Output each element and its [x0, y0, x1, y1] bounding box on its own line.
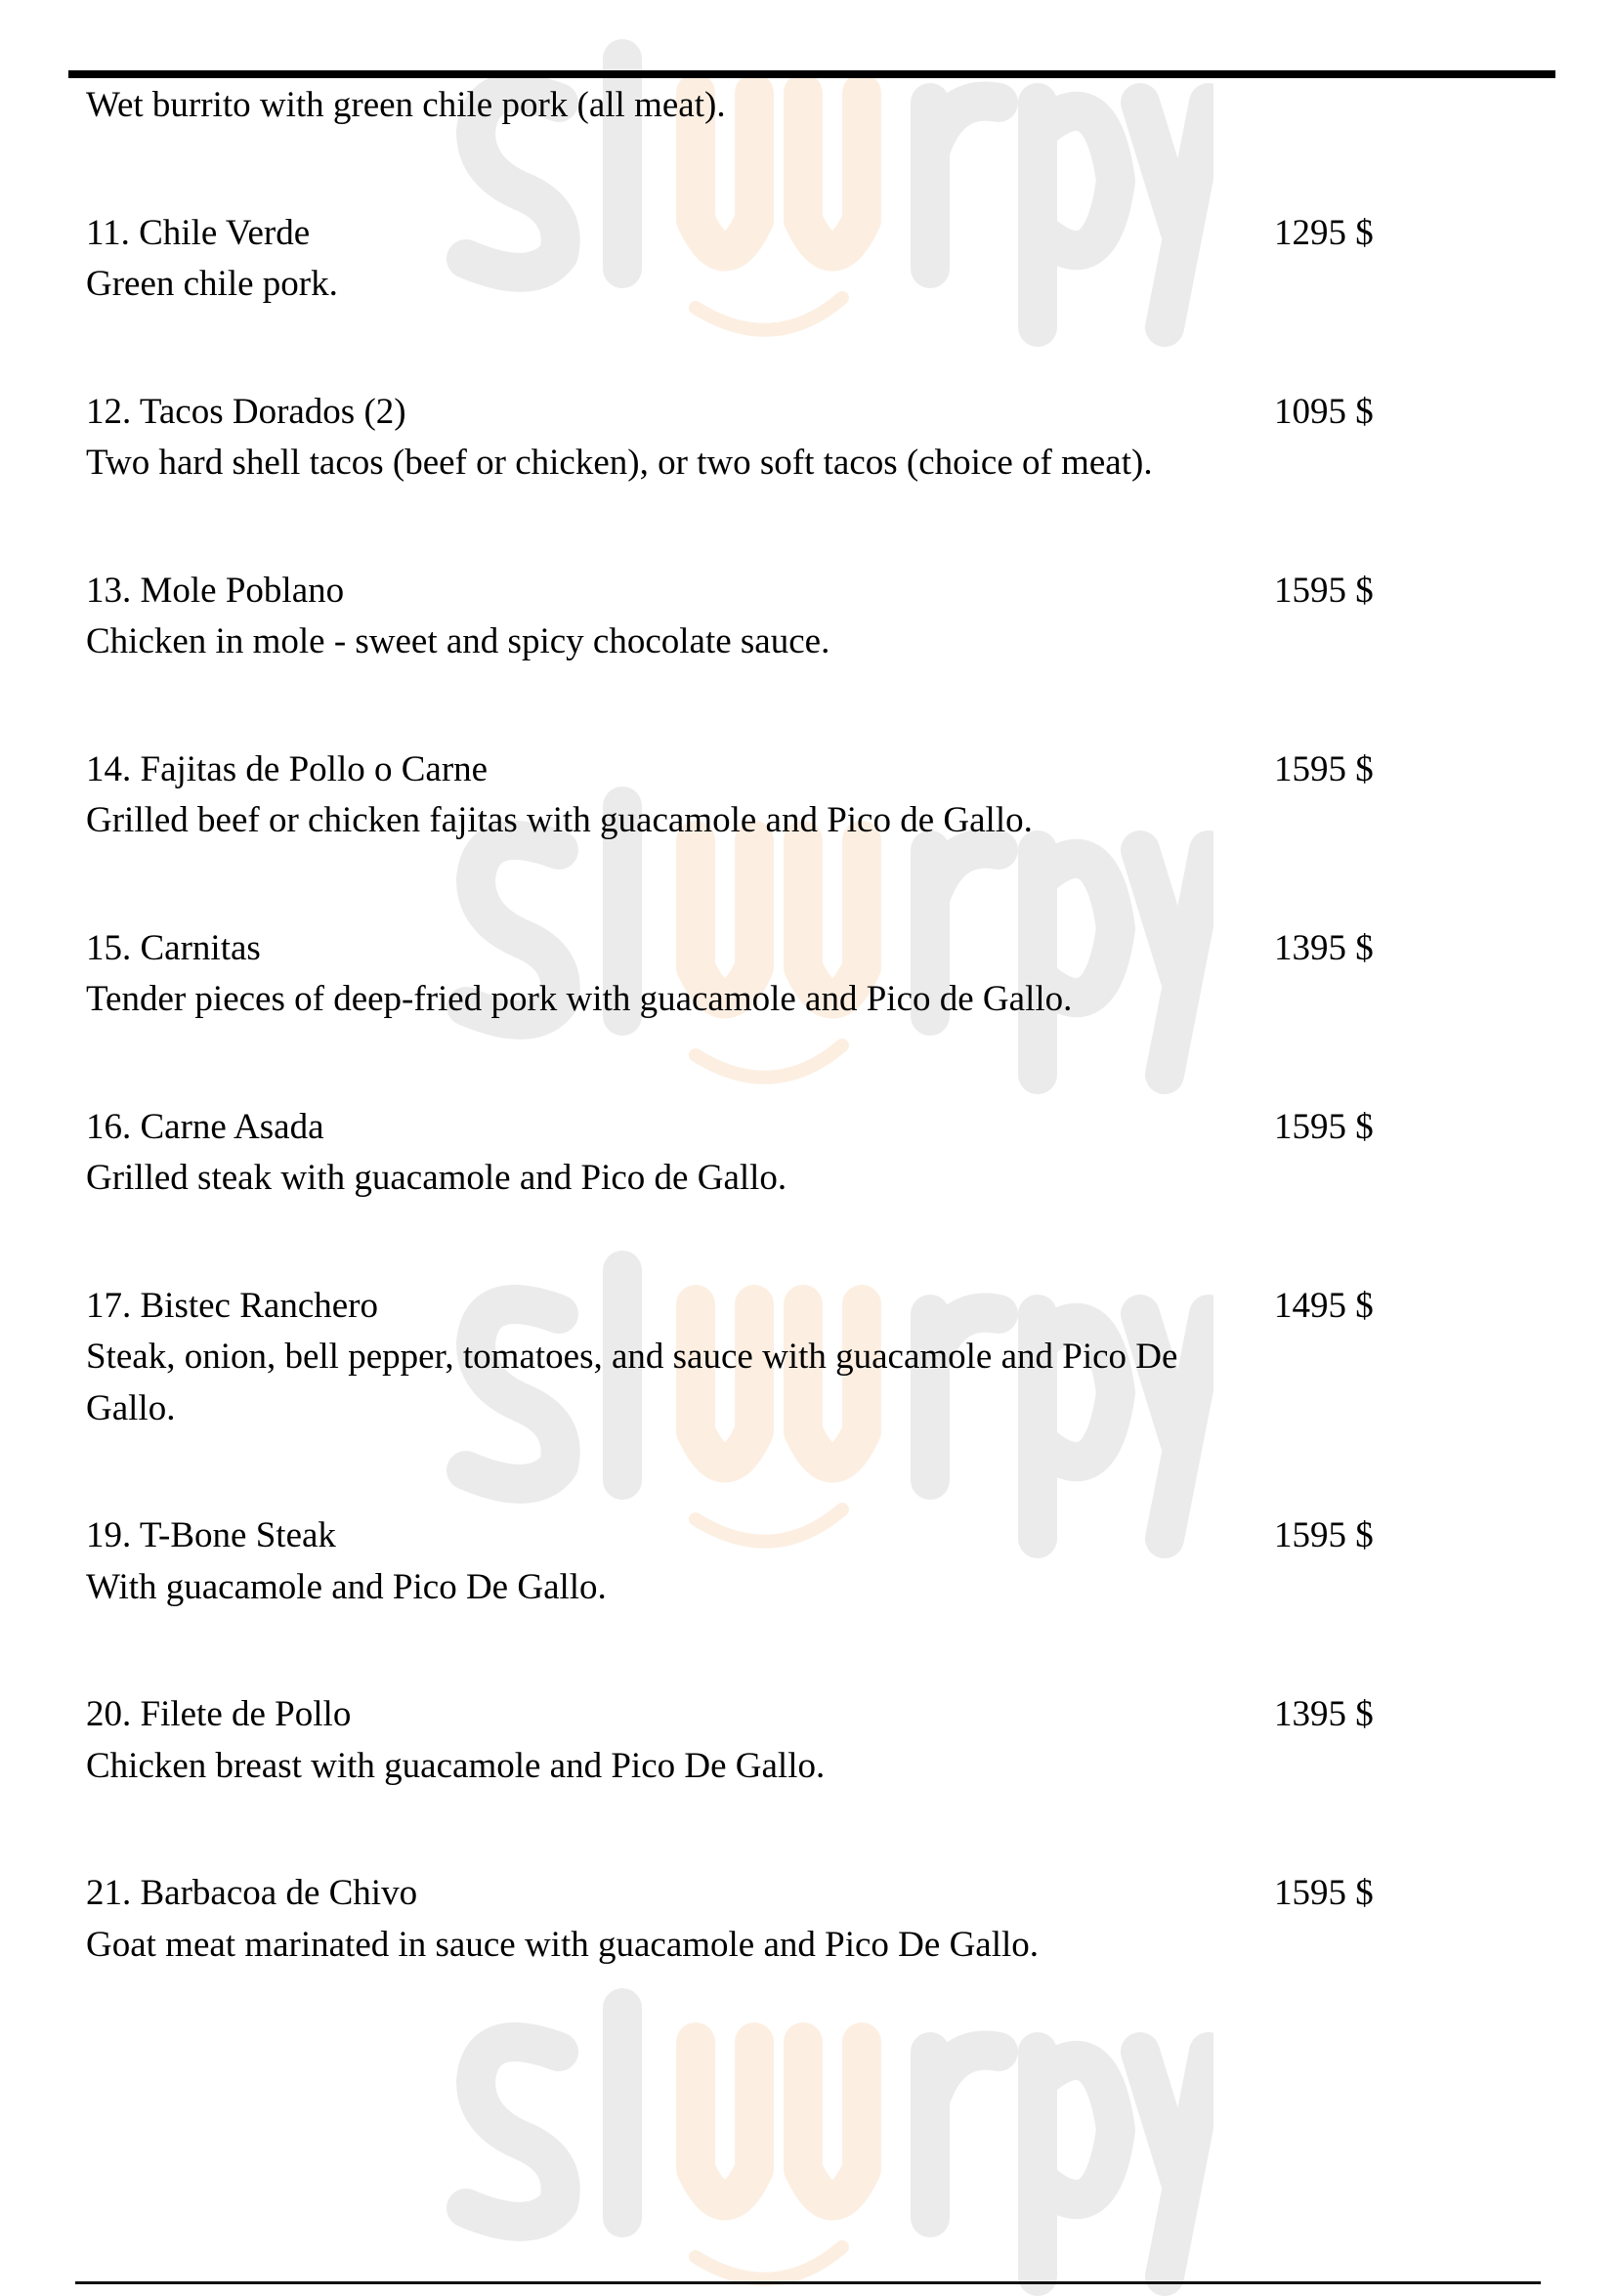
item-title: 15. Carnitas — [86, 927, 261, 968]
menu-item — [86, 1102, 1374, 1205]
menu-item — [86, 1689, 1374, 1792]
item-description: Two hard shell tacos (beef or chicken), or two soft tacos (choice of meat). — [86, 443, 1153, 483]
item-title: 21. Barbacoa de Chivo — [86, 1873, 418, 1913]
item-description: Steak, onion, bell pepper, tomatoes, and sauce with guacamole and Pico De Gallo. — [86, 1337, 1178, 1428]
menu-item-continuation — [86, 80, 1356, 132]
item-price: 1295 $ — [1274, 212, 1374, 253]
menu-item — [86, 1281, 1374, 1435]
menu-item — [86, 923, 1374, 1026]
item-title: 20. Filete de Pollo — [86, 1694, 352, 1734]
item-title: 17. Bistec Ranchero — [86, 1285, 378, 1326]
item-price: 1495 $ — [1274, 1285, 1374, 1326]
item-description: With guacamole and Pico De Gallo. — [86, 1566, 607, 1607]
item-price: 1095 $ — [1274, 391, 1374, 432]
item-description: Green chile pork. — [86, 264, 338, 304]
item-price: 1595 $ — [1274, 748, 1374, 789]
menu-item — [86, 566, 1374, 668]
item-description: Grilled steak with guacamole and Pico de Gallo. — [86, 1158, 787, 1198]
item-price: 1595 $ — [1274, 1873, 1374, 1913]
item-title: 16. Carne Asada — [86, 1106, 324, 1147]
menu-item — [86, 744, 1374, 847]
item-description: Chicken breast with guacamole and Pico De Gallo. — [86, 1745, 826, 1786]
item-price: 1395 $ — [1274, 927, 1374, 968]
item-title: 13. Mole Poblano — [86, 570, 345, 611]
item-price: 1595 $ — [1274, 570, 1374, 611]
menu-item — [86, 387, 1374, 489]
bottom-divider — [75, 2281, 1541, 2284]
item-title: 11. Chile Verde — [86, 212, 311, 253]
item-description: Grilled beef or chicken fajitas with guacamole and Pico de Gallo. — [86, 800, 1033, 840]
menu-item — [86, 1510, 1374, 1613]
menu-item — [86, 1868, 1374, 1971]
item-price: 1595 $ — [1274, 1106, 1374, 1147]
item-description: Goat meat marinated in sauce with guacamole and Pico De Gallo. — [86, 1924, 1040, 1965]
item-title: 19. T-Bone Steak — [86, 1515, 336, 1555]
top-divider — [68, 70, 1555, 78]
item-description: Wet burrito with green chile pork (all meat). — [86, 85, 726, 125]
item-title: 12. Tacos Dorados (2) — [86, 391, 406, 432]
item-description: Chicken in mole - sweet and spicy chocolate sauce. — [86, 621, 830, 661]
menu-list — [86, 80, 1374, 2047]
item-price: 1395 $ — [1274, 1694, 1374, 1734]
item-title: 14. Fajitas de Pollo o Carne — [86, 748, 489, 789]
menu-item — [86, 208, 1374, 311]
item-price: 1595 $ — [1274, 1515, 1374, 1555]
item-description: Tender pieces of deep-fried pork with guacamole and Pico de Gallo. — [86, 979, 1073, 1019]
